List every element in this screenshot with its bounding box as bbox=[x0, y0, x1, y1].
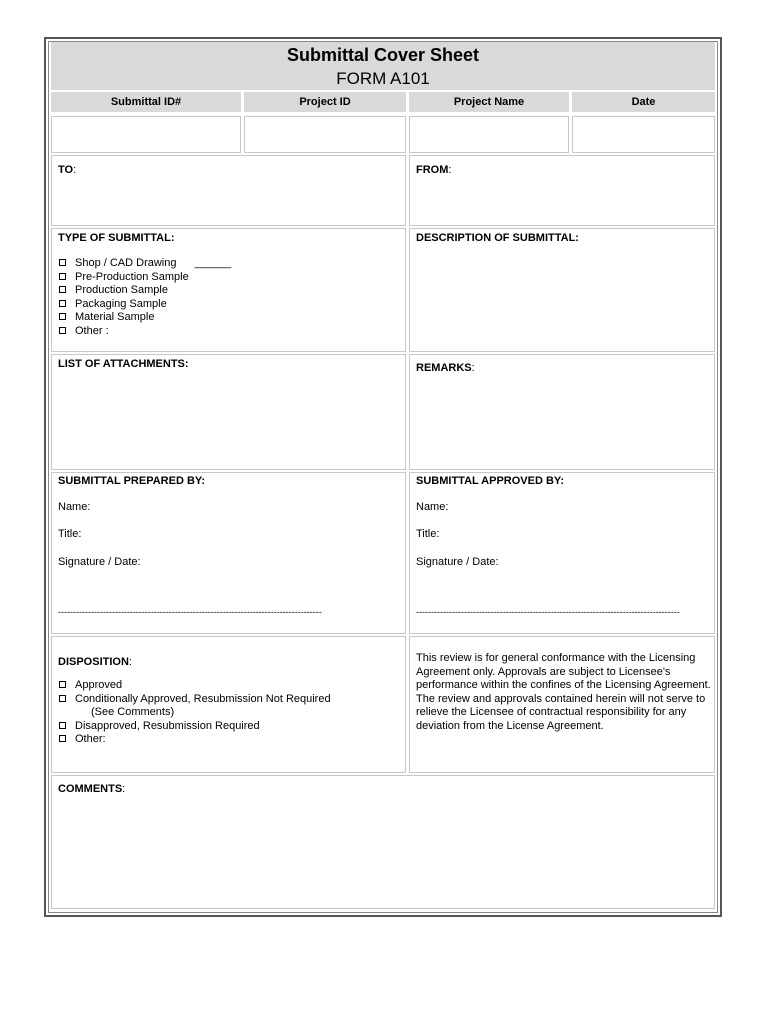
project-id-field[interactable] bbox=[244, 116, 406, 153]
approved-by-label: SUBMITTAL APPROVED BY: bbox=[416, 475, 565, 487]
checkbox-icon[interactable] bbox=[59, 300, 66, 307]
disposition-options-list bbox=[59, 679, 331, 747]
project-name-field[interactable] bbox=[409, 116, 569, 153]
approved-title-label[interactable]: Title: bbox=[416, 528, 440, 540]
type-option-other[interactable]: Other : bbox=[59, 325, 231, 339]
prepared-title-label[interactable]: Title: bbox=[58, 528, 82, 540]
disposition-label: DISPOSITION bbox=[58, 656, 129, 668]
column-header-date: Date bbox=[572, 92, 715, 112]
column-header-project-name: Project Name bbox=[409, 92, 569, 112]
checkbox-icon[interactable] bbox=[59, 327, 66, 334]
disposition-approved[interactable]: Approved bbox=[59, 679, 331, 693]
from-section[interactable]: FROM: bbox=[409, 155, 715, 226]
checkbox-icon[interactable] bbox=[59, 722, 66, 729]
type-option-production[interactable]: Production Sample bbox=[59, 284, 231, 298]
disposition-see-comments-note: (See Comments) bbox=[91, 706, 175, 718]
form-header bbox=[51, 42, 715, 90]
type-option-packaging[interactable]: Packaging Sample bbox=[59, 298, 231, 312]
checkbox-icon[interactable] bbox=[59, 259, 66, 266]
attachments-label: LIST OF ATTACHMENTS: bbox=[58, 358, 189, 370]
checkbox-icon[interactable] bbox=[59, 286, 66, 293]
prepared-by-section bbox=[51, 472, 406, 634]
prepared-by-label: SUBMITTAL PREPARED BY: bbox=[58, 475, 206, 487]
comments-label: COMMENTS bbox=[58, 783, 123, 795]
type-option-pre-production[interactable]: Pre-Production Sample bbox=[59, 271, 231, 285]
remarks-label: REMARKS bbox=[416, 362, 472, 374]
column-header-project-id: Project ID bbox=[244, 92, 406, 112]
prepared-signature-label[interactable]: Signature / Date: bbox=[58, 556, 141, 568]
checkbox-icon[interactable] bbox=[59, 273, 66, 280]
approved-signature-line: ---------------------------------------------------------------------------------------- bbox=[416, 607, 680, 617]
disposition-other[interactable]: Other: bbox=[59, 733, 331, 747]
remarks-section[interactable]: REMARKS: bbox=[409, 354, 715, 470]
review-note-text: This review is for general conformance with the Licensing Agreement only. Approvals are subject to Licensee's performance within the confines of the Licensing Agreement. The review and approvals contained herein will not serve to relieve the Licensee of contractual responsibility for any deviation from the License Agreement. bbox=[416, 652, 711, 732]
type-option-material[interactable]: Material Sample bbox=[59, 311, 231, 325]
review-note-section bbox=[409, 636, 715, 773]
form-number: FORM A101 bbox=[336, 69, 430, 88]
prepared-signature-line: ---------------------------------------------------------------------------------------- bbox=[58, 607, 322, 617]
checkbox-icon[interactable] bbox=[59, 681, 66, 688]
to-label: TO bbox=[58, 164, 74, 176]
type-options-list bbox=[59, 257, 231, 338]
checkbox-icon[interactable] bbox=[59, 313, 66, 320]
description-section[interactable] bbox=[409, 228, 715, 352]
form-title: Submittal Cover Sheet bbox=[286, 45, 480, 65]
type-blank-line: ______ bbox=[194, 257, 232, 269]
column-header-submittal-id: Submittal ID# bbox=[51, 92, 241, 112]
description-label: DESCRIPTION OF SUBMITTAL: bbox=[416, 232, 579, 244]
type-option-shop-cad[interactable]: Shop / CAD Drawing ______ bbox=[59, 257, 231, 271]
comments-section[interactable]: COMMENTS: bbox=[51, 775, 715, 909]
type-of-submittal-label: TYPE OF SUBMITTAL: bbox=[58, 232, 175, 244]
prepared-name-label[interactable]: Name: bbox=[58, 501, 91, 513]
approved-name-label[interactable]: Name: bbox=[416, 501, 449, 513]
to-section[interactable]: TO: bbox=[51, 155, 406, 226]
attachments-section[interactable] bbox=[51, 354, 406, 470]
type-of-submittal-section bbox=[51, 228, 406, 352]
disposition-section: DISPOSITION: Approved Conditionally Approved, Resubmission Not Required (See Comments) Disapproved, Resubmission Required Other: bbox=[51, 636, 406, 773]
disposition-disapproved[interactable]: Disapproved, Resubmission Required bbox=[59, 720, 331, 734]
approved-signature-label[interactable]: Signature / Date: bbox=[416, 556, 499, 568]
disposition-conditionally-approved[interactable]: Conditionally Approved, Resubmission Not Required bbox=[59, 693, 331, 707]
submittal-id-field[interactable] bbox=[51, 116, 241, 153]
submittal-form bbox=[44, 37, 722, 917]
checkbox-icon[interactable] bbox=[59, 735, 66, 742]
checkbox-icon[interactable] bbox=[59, 695, 66, 702]
from-label: FROM bbox=[416, 164, 449, 176]
date-field[interactable] bbox=[572, 116, 715, 153]
approved-by-section bbox=[409, 472, 715, 634]
